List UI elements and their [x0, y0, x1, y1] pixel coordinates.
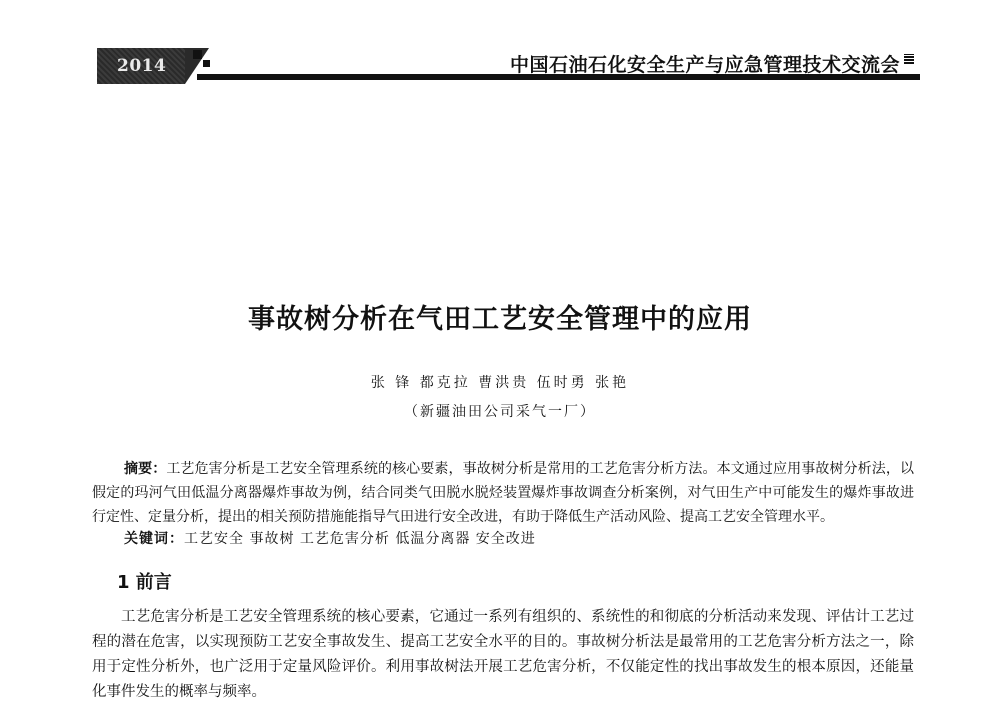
paper-title: 事故树分析在气田工艺安全管理中的应用	[248, 304, 752, 335]
header-square-decoration	[193, 50, 202, 59]
abstract-label: 摘要：	[124, 461, 167, 477]
abstract-text: 工艺危害分析是工艺安全管理系统的核心要素，事故树分析是常用的工艺危害分析方法。本文通过应用事故树分析法，以假定的玛河气田低温分离器爆炸事故为例，结合同类气田脱水脱烃装置爆炸事故调查分析案例，对气田生产中可能发生的爆炸事故进行定性、定量分析，提出的相关预防措施能指导气田进行安全改进，有助于降低生产活动风险、提高工艺安全管理水平。	[92, 461, 914, 525]
keywords-text: 工艺安全 事故树 工艺危害分析 低温分离器 安全改进	[184, 531, 536, 547]
header-square-decoration	[203, 60, 210, 67]
paper-affiliation: （新疆油田公司采气一厂）	[404, 404, 596, 420]
year-badge	[97, 48, 185, 84]
keywords-label: 关键词：	[124, 531, 184, 547]
paper-authors: 张 锋 都克拉 曹洪贵 伍时勇 张艳	[370, 375, 630, 391]
header-mark-icon	[904, 54, 914, 64]
keywords	[124, 528, 914, 548]
conference-title: 中国石油石化安全生产与应急管理技术交流会	[509, 54, 900, 76]
page-header	[97, 44, 920, 86]
body-paragraph: 工艺危害分析是工艺安全管理系统的核心要素，它通过一系列有组织的、系统性的和彻底的分析活动来发现、评估计工艺过程的潜在危害，以实现预防工艺安全事故发生、提高工艺安全水平的目的。事故树分析法是最常用的工艺危害分析方法之一，除用于定性分析外，也广泛用于定量风险评价。利用事故树法开展工艺危害分析，不仅能定性的找出事故发生的根本原因，还能量化事件发生的概率与频率。	[92, 609, 914, 700]
section-heading: 1 前言	[117, 572, 172, 593]
year-label: 2014	[117, 56, 167, 76]
abstract	[92, 457, 914, 529]
